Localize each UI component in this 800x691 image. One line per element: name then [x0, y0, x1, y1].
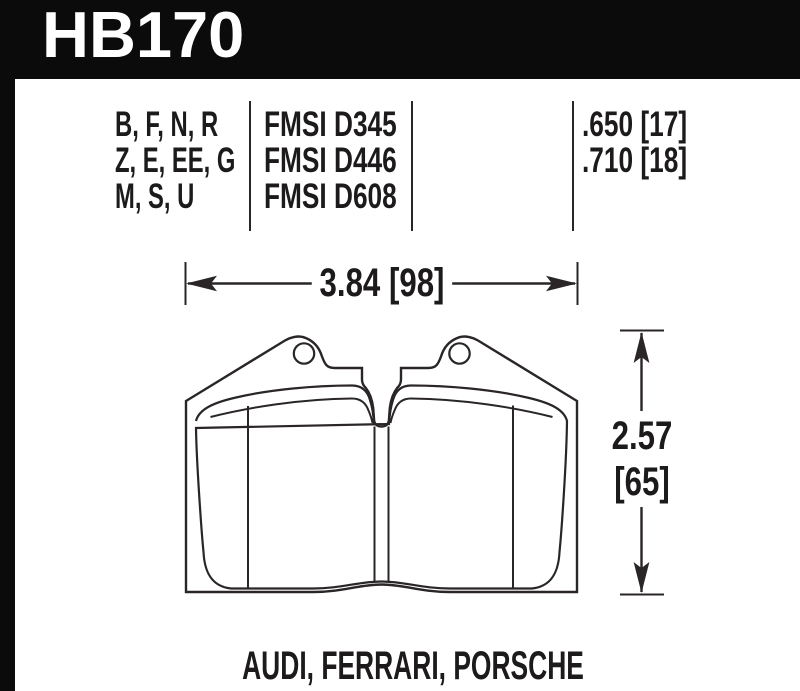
part-number: HB170	[42, 0, 245, 71]
fmsi-number-row-3: FMSI D608	[264, 177, 397, 216]
applications-label: AUDI, FERRARI, PORSCHE	[242, 644, 584, 688]
pad-bevel-line-right	[391, 399, 553, 424]
compound-codes-row-1: B, F, N, R	[115, 105, 219, 144]
height-dimension-label-wrap	[598, 411, 686, 507]
applications-label-wrap	[154, 646, 672, 686]
pad-bevel-line-left	[211, 399, 373, 424]
height-dimension-inches: 2.57	[611, 414, 672, 458]
pad-thickness-row-1: .650 [17]	[582, 105, 688, 144]
friction-pad-outline	[196, 386, 567, 589]
height-dimension-mm: [65]	[613, 460, 670, 504]
fmsi-number-row-2: FMSI D446	[264, 141, 397, 180]
mounting-hole-left	[294, 343, 314, 363]
mounting-hole-right	[449, 343, 469, 363]
pad-thickness-row-2: .710 [18]	[582, 141, 688, 180]
width-dimension-label: 3.84 [98]	[311, 263, 451, 303]
backplate-outline	[186, 336, 577, 592]
width-dimension-label-wrap	[291, 263, 471, 303]
fmsi-number-row-1: FMSI D345	[264, 105, 397, 144]
compound-codes-row-2: Z, E, EE, G	[115, 141, 236, 180]
height-dimension-label	[607, 411, 676, 507]
compound-codes-row-3: M, S, U	[115, 177, 195, 216]
